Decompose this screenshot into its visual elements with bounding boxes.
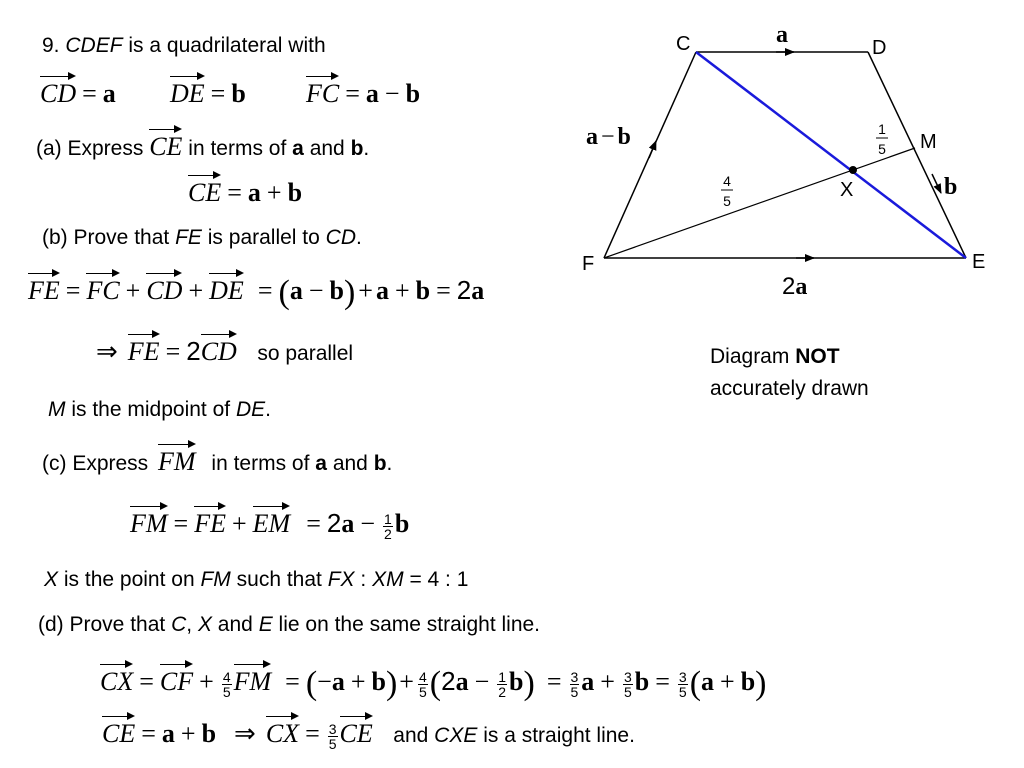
part-b-label: (b) Prove that xyxy=(42,226,170,249)
part-b-question xyxy=(42,226,362,250)
vector-de: DE xyxy=(170,79,205,108)
part-d-working-2: CE = a + b ⇒ CX = $\frac{3}{5}$ CE and CXE is a straight line. xyxy=(102,719,635,752)
question-number: 9. xyxy=(42,34,60,57)
conclusion-text: and CXE is a straight line. xyxy=(393,724,635,747)
vector-a: a xyxy=(102,79,116,108)
comma: , xyxy=(186,613,193,636)
fx-text: FX xyxy=(327,568,355,591)
vertex-m: M xyxy=(920,131,937,153)
vertex-f: F xyxy=(582,253,595,275)
given-cd: CD = a xyxy=(40,79,116,108)
m-text: M xyxy=(48,398,66,421)
vector-fc: FC xyxy=(86,276,120,305)
vector-b: b xyxy=(740,667,756,696)
part-b-working-2: ⇒ FE = 2CD so parallel xyxy=(96,336,354,366)
vertex-e: E xyxy=(972,251,986,273)
fraction: $\frac{3}{5}$ xyxy=(623,668,632,700)
vector-b: b xyxy=(329,276,344,305)
part-a-tail: in terms of xyxy=(188,137,287,160)
vector-ce: CE xyxy=(339,719,373,748)
vector-b: b xyxy=(287,178,303,207)
bold-a: a xyxy=(315,452,327,475)
part-d-tail: lie on the same straight line. xyxy=(278,613,541,636)
vector-a: a xyxy=(289,276,303,305)
so-parallel-text: so parallel xyxy=(257,342,354,365)
coefficient: 2 xyxy=(456,275,472,305)
vector-ce: CE xyxy=(102,719,136,748)
vector-a: a xyxy=(375,276,389,305)
quadrilateral-name: CDEF xyxy=(65,34,123,57)
vector-a: a xyxy=(455,667,469,696)
fraction: $\frac{1}{2}$ xyxy=(498,668,507,700)
question-header xyxy=(42,34,326,58)
ratio-xm-num: 1 xyxy=(878,121,886,137)
given-de: DE = b xyxy=(170,79,246,108)
vector-ce: CE xyxy=(149,132,183,161)
diagram-note-text-2: accurately drawn xyxy=(710,377,869,400)
fraction: $\frac{4}{5}$ xyxy=(418,668,427,700)
diagram-note xyxy=(710,341,869,405)
period: . xyxy=(386,452,393,475)
cd-text: CD xyxy=(325,226,357,249)
question-intro: is a quadrilateral with xyxy=(128,34,326,57)
vector-cx: CX xyxy=(265,719,300,748)
ratio-text: = 4 : 1 xyxy=(409,568,469,591)
fm-text: FM xyxy=(200,568,231,591)
period: . xyxy=(265,398,271,421)
vector-de: DE xyxy=(209,276,244,305)
coefficient: 2 xyxy=(326,508,342,538)
vector-b: b xyxy=(405,79,421,108)
given-fc: FC = a − b xyxy=(306,79,421,108)
vector-b: b xyxy=(201,719,217,748)
vector-fc: FC xyxy=(306,79,340,108)
part-c-question xyxy=(42,447,392,477)
period: . xyxy=(363,137,370,160)
xm-text: XM xyxy=(372,568,404,591)
part-b-working-1: FE = FC + CD + DE = (a − b) + a + b = 2a xyxy=(28,274,485,312)
de-text: DE xyxy=(235,398,266,421)
vector-b: b xyxy=(394,509,410,538)
side-fc-label: a − b xyxy=(586,124,631,150)
e-text: E xyxy=(258,613,273,636)
diagram-note-not: NOT xyxy=(795,345,840,368)
quadrilateral-diagram xyxy=(560,20,1010,310)
vector-b: b xyxy=(634,667,650,696)
vector-a: a xyxy=(471,276,485,305)
vector-a: a xyxy=(247,178,261,207)
x-text: X xyxy=(197,613,212,636)
ratio-fx-num: 4 xyxy=(723,173,731,189)
part-d-working-1: CX = CF + $\frac{4}{5}$ FM = (−a + b)+ $\frac{4}{5}$ (2a − $\frac{1}{2}$ b) = $\frac{3}{5}$ a + $\frac{3}{5}$ b = $\frac{3}{5}$ (a + b) xyxy=(100,665,767,703)
colon: : xyxy=(360,568,367,591)
vertex-c: C xyxy=(676,33,691,55)
x-def-text: is the point on xyxy=(63,568,195,591)
fraction: $\frac{3}{5}$ xyxy=(328,720,337,752)
vector-ce: CE xyxy=(188,178,222,207)
period: . xyxy=(356,226,362,249)
vector-a: a xyxy=(581,667,595,696)
vector-b: b xyxy=(509,667,524,696)
vector-b: b xyxy=(371,667,386,696)
side-de-label: b xyxy=(944,174,958,200)
point-x-label: X xyxy=(840,179,854,201)
x-def-text-2: such that xyxy=(236,568,322,591)
part-d-label: (d) Prove that xyxy=(38,613,166,636)
and-text: and xyxy=(309,137,345,160)
part-c-tail: in terms of xyxy=(211,452,310,475)
fraction: $\frac{3}{5}$ xyxy=(678,668,687,700)
ratio-xm-den: 5 xyxy=(878,141,886,157)
part-a-label: (a) Express xyxy=(36,137,144,160)
vector-a: a xyxy=(161,719,175,748)
vector-cd: CD xyxy=(146,276,183,305)
part-c-label: (c) Express xyxy=(42,452,149,475)
implies-symbol: ⇒ xyxy=(96,337,118,366)
side-fe-label: 2a xyxy=(782,273,808,300)
vector-fe: FE xyxy=(28,276,60,305)
vector-em: EM xyxy=(252,509,291,538)
part-a-question xyxy=(36,132,369,162)
fraction-half: $\frac{1}{2}$ xyxy=(384,510,392,542)
and-text: and xyxy=(217,613,253,636)
vector-a: a xyxy=(365,79,379,108)
vector-fm: FM xyxy=(130,509,168,538)
bold-b: b xyxy=(350,137,364,160)
bold-a: a xyxy=(292,137,304,160)
part-c-working: FM = FE + EM = 2a − $\frac{1}{2}$ b xyxy=(130,508,410,542)
point-x xyxy=(849,166,857,174)
fe-text: FE xyxy=(175,226,202,249)
vector-fm: FM xyxy=(233,667,272,696)
vector-a: a xyxy=(341,509,355,538)
vector-a: a xyxy=(331,667,345,696)
midpoint-statement xyxy=(48,398,271,422)
vertex-d: D xyxy=(872,37,887,59)
side-cd-label: a xyxy=(776,22,788,48)
x-definition xyxy=(44,568,468,592)
vector-cd: CD xyxy=(200,337,237,366)
fraction: $\frac{4}{5}$ xyxy=(222,668,231,700)
ratio-fx-den: 5 xyxy=(723,193,731,209)
vector-a: a xyxy=(701,667,715,696)
implies-symbol: ⇒ xyxy=(234,719,256,748)
vector-fe: FE xyxy=(127,337,160,366)
arrow-fc xyxy=(649,141,656,158)
coefficient: 2 xyxy=(186,336,201,366)
vector-fm: FM xyxy=(158,447,196,476)
diagram-note-text: Diagram xyxy=(710,345,790,368)
part-d-question xyxy=(38,613,540,637)
line-fm xyxy=(604,148,915,258)
fraction: $\frac{3}{5}$ xyxy=(570,668,579,700)
c-text: C xyxy=(171,613,187,636)
midpoint-text: is the midpoint of xyxy=(71,398,231,421)
parallel-text: is parallel to xyxy=(207,226,320,249)
coefficient: 2 xyxy=(441,666,456,696)
and-text: and xyxy=(332,452,368,475)
vector-cd: CD xyxy=(40,79,77,108)
vector-fe: FE xyxy=(194,509,226,538)
x-text: X xyxy=(44,568,59,591)
vector-b: b xyxy=(415,276,431,305)
bold-b: b xyxy=(373,452,387,475)
vector-cx: CX xyxy=(100,667,134,696)
vector-cf: CF xyxy=(159,667,194,696)
line-ce xyxy=(696,52,966,258)
vector-b: b xyxy=(231,79,246,108)
part-a-answer: CE = a + b xyxy=(188,178,303,207)
